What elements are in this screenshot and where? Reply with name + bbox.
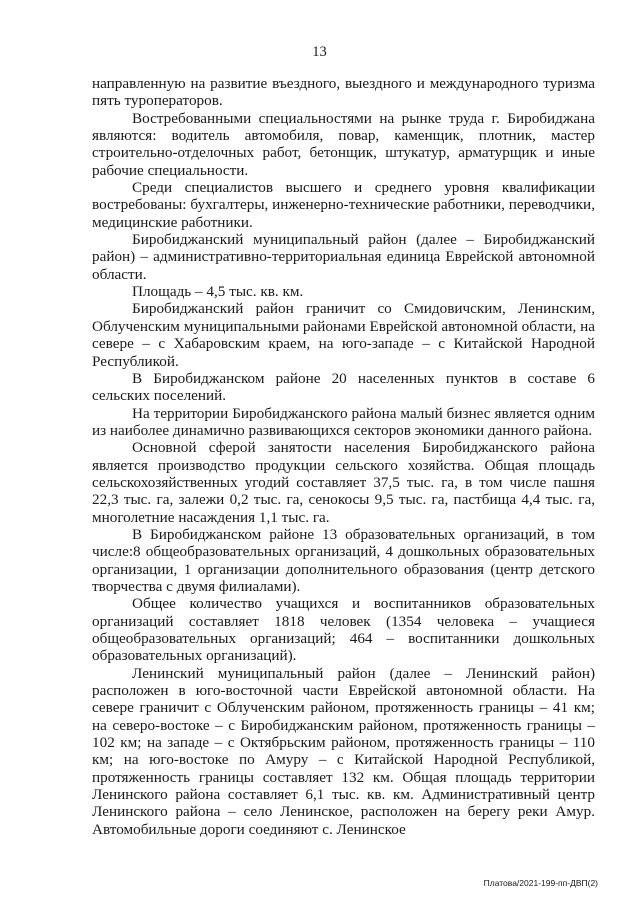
paragraph-students-count: Общее количество учащихся и воспитанников образовательных организаций составляет 1818 человек (1354 человека – учащиеся общеобразовательных организаций; 464 – воспитанники дошкольных образовательных организаций). <box>92 595 595 665</box>
document-body <box>92 75 595 838</box>
page-number: 13 <box>312 44 327 60</box>
paragraph-education-organizations: В Биробиджанском районе 13 образовательных организаций, в том числе:8 общеобразовательных организаций, 4 дошкольных образовательных организации, 1 организации дополнительного образования (центр детского творчества с двумя филиалами). <box>92 525 595 595</box>
document-footer-code: Платова/2021-199-пп-ДВП(2) <box>483 878 598 888</box>
paragraph-tourism-continuation: направленную на развитие въездного, выездного и международного туризма пять туроператоров. <box>92 75 595 110</box>
paragraph-settlements: В Биробиджанском районе 20 населенных пунктов в составе 6 сельских поселений. <box>92 369 595 405</box>
paragraph-labor-demand: Востребованными специальностями на рынке труда г. Биробиджана являются: водитель автомобиля, повар, каменщик, плотник, мастер строительно-отделочных работ, бетонщик, штукатур, арматурщик и иные рабочие специальности. <box>92 109 595 179</box>
paragraph-small-business: На территории Биробиджанского района малый бизнес является одним из наиболее динамично развивающихся секторов экономики данного района. <box>92 404 595 439</box>
paragraph-leninsky-district: Ленинский муниципальный район (далее – Ленинский район) расположен в юго-восточной части Еврейской автономной области. На севере граничит с Облученским районом, протяженность границы – 41 км; на северо-востоке – с Биробиджанским районом, протяженность границы – 102 км; на западе – с Октябрьским районом, протяженность границы – 110 км; на юго-востоке по Амуру – с Китайской Народной Республикой, протяженность границы составляет 132 км. Общая площадь территории Ленинского района составляет 6,1 тыс. кв. км. Административный центр Ленинского района – село Ленинское, расположен на берегу реки Амур. Автомобильные дороги соединяют с. Ленинское <box>92 664 595 838</box>
paragraph-birobidzhan-district-intro: Биробиджанский муниципальный район (далее – Биробиджанский район) – административно-территориальная единица Еврейской автономной области. <box>92 231 595 283</box>
paragraph-agriculture: Основной сферой занятости населения Биробиджанского района является производство продукции сельского хозяйства. Общая площадь сельскохозяйственных угодий составляет 37,5 тыс. га, в том числе пашня 22,3 тыс. га, залежи 0,2 тыс. га, сенокосы 9,5 тыс. га, пастбища 4,4 тыс. га, многолетние насаждения 1,1 тыс. га. <box>92 439 595 526</box>
paragraph-borders: Биробиджанский район граничит со Смидовичским, Ленинским, Облученским муниципальными районами Еврейской автономной области, на севере – с Хабаровским краем, на юго-западе – с Китайской Народной Республикой. <box>92 300 595 370</box>
paragraph-area: Площадь – 4,5 тыс. кв. км. <box>132 283 304 301</box>
paragraph-specialists: Среди специалистов высшего и среднего уровня квалификации востребованы: бухгалтеры, инженерно-технические работники, переводчики, медицинские работники. <box>92 179 595 231</box>
